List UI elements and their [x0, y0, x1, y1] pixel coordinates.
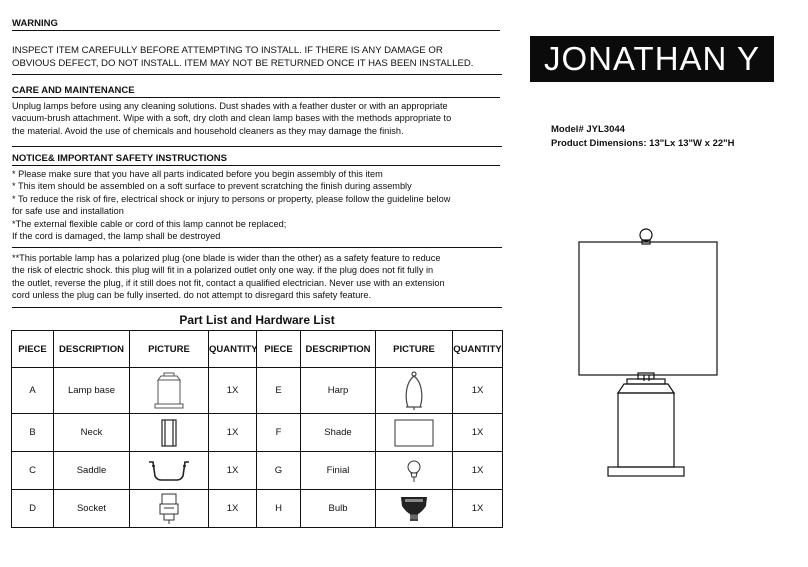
product-dimensions: Product Dimensions: 13"Lx 13"W x 22"H: [551, 138, 735, 149]
picture-cell: [376, 368, 453, 414]
warning-line: INSPECT ITEM CAREFULLY BEFORE ATTEMPTING TO INSTALL. IF THERE IS ANY DAMAGE OR: [12, 45, 443, 56]
piece-cell: A: [12, 368, 54, 414]
column-header: QUANTITY: [453, 331, 503, 368]
warning-line: OBVIOUS DEFECT, DO NOT INSTALL. ITEM MAY NOT BE RETURNED ONCE IT HAS BEEN INSTALLED.: [12, 58, 474, 69]
table-row: [12, 414, 503, 452]
harp-icon: [402, 371, 426, 411]
notice-heading: NOTICE& IMPORTANT SAFETY INSTRUCTIONS: [12, 153, 500, 166]
care-line: the material. Avoid the use of chemicals and household cleaners as they may damage the finish.: [12, 125, 404, 136]
notice-line: * To reduce the risk of fire, electrical shock or injury to persons or property, please follow the guideline below: [12, 193, 451, 204]
socket-shape: [638, 373, 654, 379]
description-cell: Bulb: [301, 490, 376, 528]
care-heading: CARE AND MAINTENANCE: [12, 85, 500, 98]
socket-icon: [158, 493, 180, 525]
shade-shape: [579, 242, 717, 375]
plug-line: **This portable lamp has a polarized plug (one blade is wider than the other) as a safety feature to reduce: [12, 253, 441, 263]
description-cell: Finial: [301, 452, 376, 490]
quantity-cell: 1X: [453, 414, 503, 452]
quantity-cell: 1X: [209, 368, 257, 414]
column-header: QUANTITY: [209, 331, 257, 368]
table-row: [12, 490, 503, 528]
notice-text: [12, 168, 508, 242]
model-number: Model# JYL3044: [551, 124, 625, 135]
description-cell: Socket: [54, 490, 130, 528]
table-header-row: [12, 331, 503, 368]
description-cell: Shade: [301, 414, 376, 452]
saddle-icon: [147, 458, 191, 484]
column-header: PIECE: [257, 331, 301, 368]
divider: [12, 74, 502, 75]
description-cell: Lamp base: [54, 368, 130, 414]
plug-line: the risk of electric shock. this plug will fit in a polarized outlet only one way. if the plug does not fit fully in: [12, 265, 434, 276]
picture-cell: [130, 368, 209, 414]
notice-line: *The external flexible cable or cord of this lamp cannot be replaced;: [12, 218, 287, 229]
description-cell: Saddle: [54, 452, 130, 490]
neck-icon: [160, 418, 178, 448]
lamp-base-icon: [152, 372, 186, 410]
brand-logo: JONATHAN Y: [530, 36, 774, 82]
notice-line: * This item should be assembled on a soft surface to prevent scratching the finish during assembly: [12, 181, 412, 192]
column-header: PICTURE: [130, 331, 209, 368]
piece-cell: C: [12, 452, 54, 490]
neck-shape: [618, 384, 674, 393]
warning-text: [12, 44, 508, 70]
parts-table-title: Part List and Hardware List: [179, 313, 335, 327]
warning-heading: WARNING: [12, 18, 500, 31]
finial-icon: [406, 459, 422, 483]
divider: [12, 307, 502, 308]
saddle-shape: [627, 379, 665, 384]
shade-icon: [393, 418, 435, 448]
plug-line: the outlet, reverse the plug, if it still does not fit, contact a qualified electrician. Never use with an extension: [12, 277, 445, 288]
parts-table: [11, 330, 503, 528]
lamp-illustration: [570, 225, 730, 495]
description-cell: Neck: [54, 414, 130, 452]
column-header: DESCRIPTION: [301, 331, 376, 368]
piece-cell: D: [12, 490, 54, 528]
piece-cell: B: [12, 414, 54, 452]
notice-line: for safe use and installation: [12, 206, 124, 217]
care-text: [12, 100, 508, 137]
quantity-cell: 1X: [209, 452, 257, 490]
notice-line: * Please make sure that you have all parts indicated before you begin assembly of this item: [12, 169, 383, 179]
notice-line: If the cord is damaged, the lamp shall be destroyed: [12, 231, 221, 242]
care-line: Unplug lamps before using any cleaning solutions. Dust shades with a feather duster or with an appropriate: [12, 101, 448, 111]
picture-cell: [130, 490, 209, 528]
description-cell: Harp: [301, 368, 376, 414]
piece-cell: E: [257, 368, 301, 414]
plug-line: cord unless the plug can be fully inserted. do not attempt to disregard this safety feature.: [12, 290, 372, 301]
column-header: PICTURE: [376, 331, 453, 368]
table-row: [12, 452, 503, 490]
quantity-cell: 1X: [453, 368, 503, 414]
table-row: [12, 368, 503, 414]
bulb-icon: [399, 494, 429, 524]
base-plinth: [608, 467, 684, 476]
piece-cell: G: [257, 452, 301, 490]
quantity-cell: 1X: [209, 490, 257, 528]
care-line: vacuum-brush attachment. Wipe with a soft, dry cloth and clean lamp bases with the methods appropriate to: [12, 113, 452, 124]
picture-cell: [130, 452, 209, 490]
quantity-cell: 1X: [453, 490, 503, 528]
quantity-cell: 1X: [453, 452, 503, 490]
lamp-base-shape: [618, 393, 674, 467]
quantity-cell: 1X: [209, 414, 257, 452]
picture-cell: [376, 490, 453, 528]
column-header: PIECE: [12, 331, 54, 368]
divider: [12, 247, 502, 248]
piece-cell: F: [257, 414, 301, 452]
divider: [12, 146, 502, 147]
finial-shape: [640, 229, 652, 241]
piece-cell: H: [257, 490, 301, 528]
plug-text: [12, 252, 508, 302]
picture-cell: [376, 414, 453, 452]
picture-cell: [130, 414, 209, 452]
column-header: DESCRIPTION: [54, 331, 130, 368]
picture-cell: [376, 452, 453, 490]
